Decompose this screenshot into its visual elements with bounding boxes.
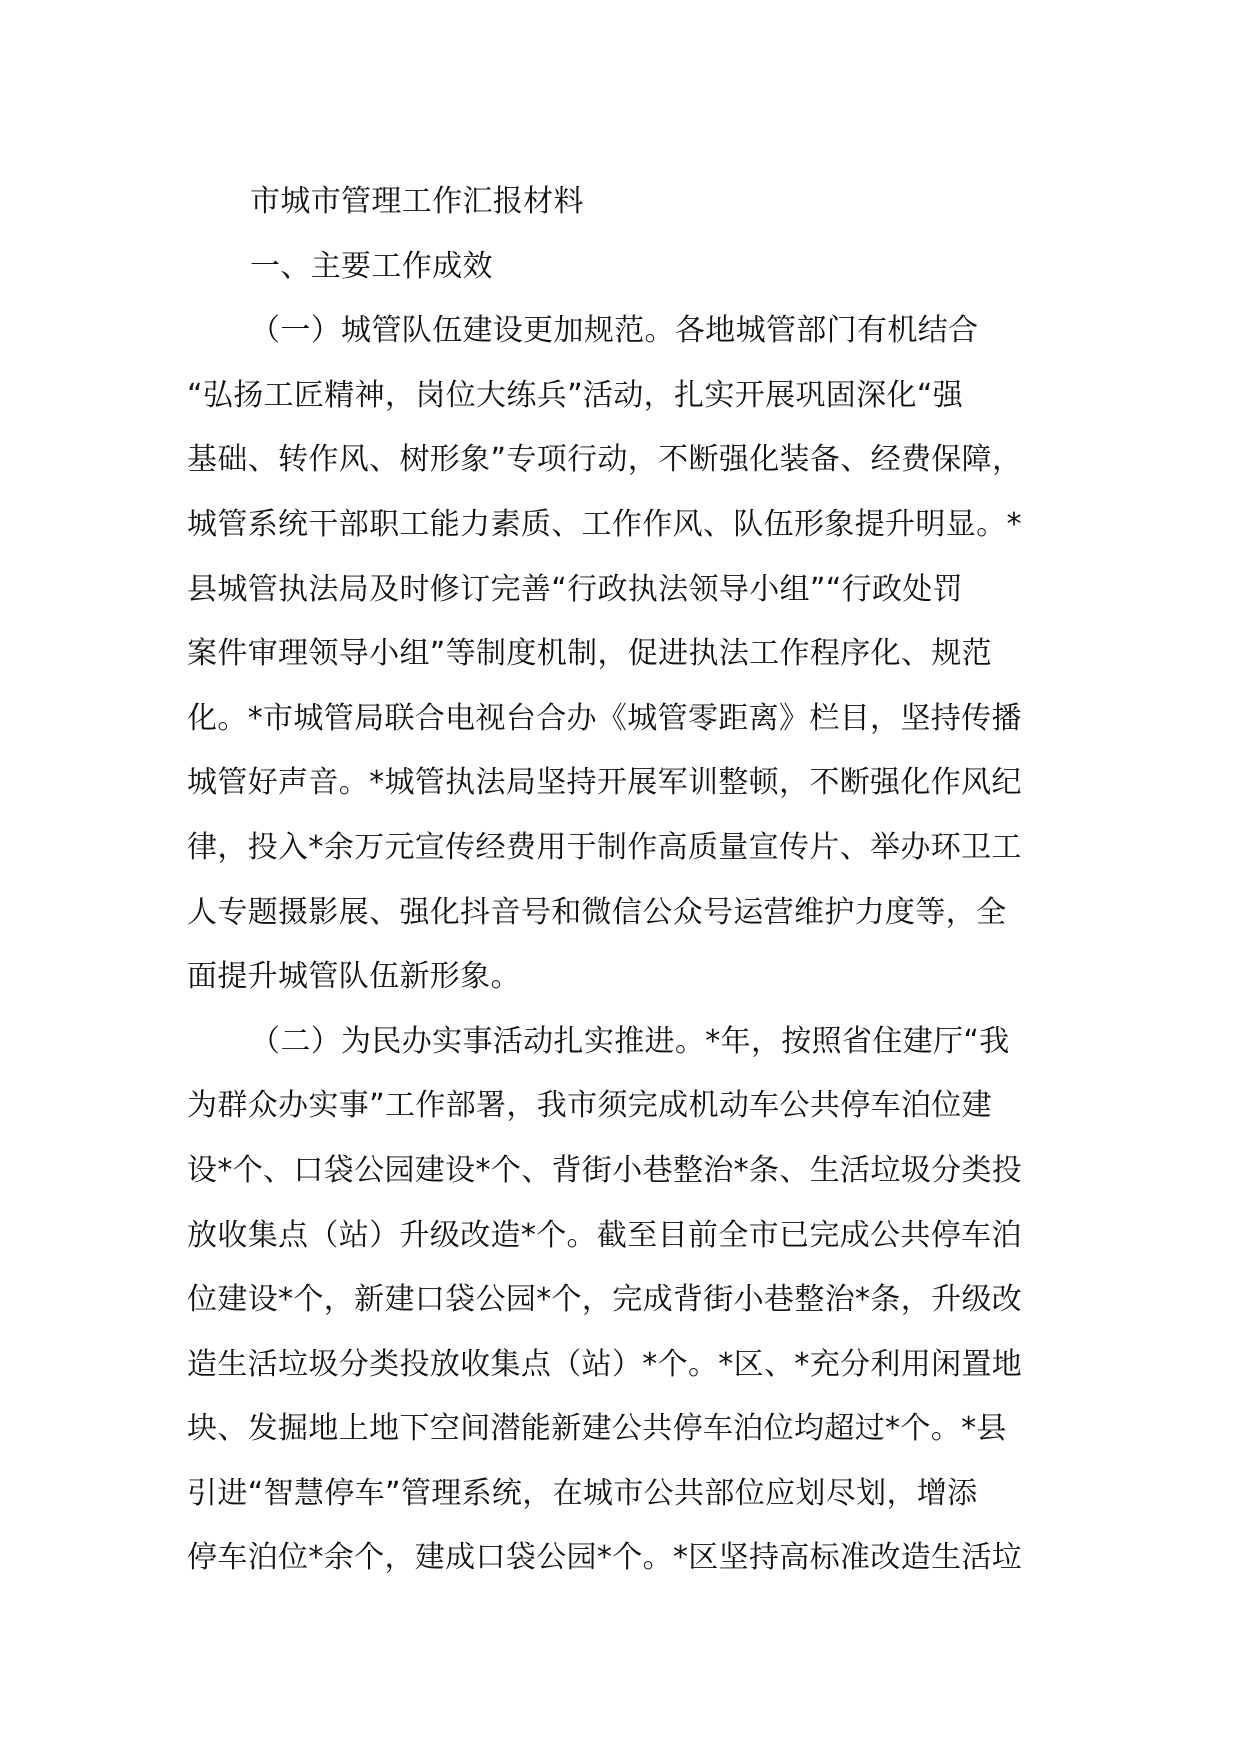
paragraph-line: 为群众办实事”工作部署，我市须完成机动车公共停车泊位建 [187,1088,992,1124]
paragraph-line: 城管好声音。*城管执法局坚持开展军训整顿，不断强化作风纪 [187,765,1022,801]
paragraph-line: （二）为民办实事活动扎实推进。*年，按照省住建厅“我 [250,1023,1010,1059]
paragraph-line: （一）城管队伍建设更加规范。各地城管部门有机结合 [250,313,979,349]
paragraph-line: “弘扬工匠精神，岗位大练兵”活动，扎实开展巩固深化“强 [187,377,964,413]
section-heading: 一、主要工作成效 [250,248,493,284]
paragraph-line: 块、发掘地上地下空间潜能新建公共停车泊位均超过*个。*县 [187,1411,1007,1447]
paragraph-public-service [187,1010,1087,1591]
paragraph-line: 人专题摄影展、强化抖音号和微信公众号运营维护力度等，全 [187,894,1007,930]
paragraph-line: 位建设*个，新建口袋公园*个，完成背街小巷整治*条，升级改 [187,1282,1023,1318]
paragraph-line: 案件审理领导小组”等制度机制，促进执法工作程序化、规范 [187,636,992,672]
document-title: 市城市管理工作汇报材料 [250,184,584,219]
document-body [187,170,1087,1591]
paragraph-line: 基础、转作风、树形象”专项行动，不断强化装备、经费保障， [187,442,1023,478]
paragraph-line: 停车泊位*余个，建成口袋公园*个。*区坚持高标准改造生活垃 [187,1540,1023,1576]
paragraph-line: 律，投入*余万元宣传经费用于制作高质量宣传片、举办环卫工 [187,829,1022,865]
paragraph-team-building [187,299,1087,1010]
paragraph-line: 化。*市城管局联合电视台合办《城管零距离》栏目，坚持传播 [187,700,1022,736]
paragraph-line: 城管系统干部职工能力素质、工作作风、队伍形象提升明显。* [187,506,1022,542]
paragraph-line: 面提升城管队伍新形象。 [187,959,521,995]
paragraph-line: 引进“智慧停车”管理系统，在城市公共部位应划尽划，增添 [187,1475,978,1511]
paragraph-line: 放收集点（站）升级改造*个。截至目前全市已完成公共停车泊 [187,1217,1022,1253]
paragraph-line: 县城管执法局及时修订完善“行政执法领导小组”“行政处罚 [187,571,964,607]
paragraph-line: 造生活垃圾分类投放收集点（站）*个。*区、*充分利用闲置地 [187,1346,1023,1382]
paragraph-line: 设*个、口袋公园建设*个、背街小巷整治*条、生活垃圾分类投 [187,1152,1023,1188]
